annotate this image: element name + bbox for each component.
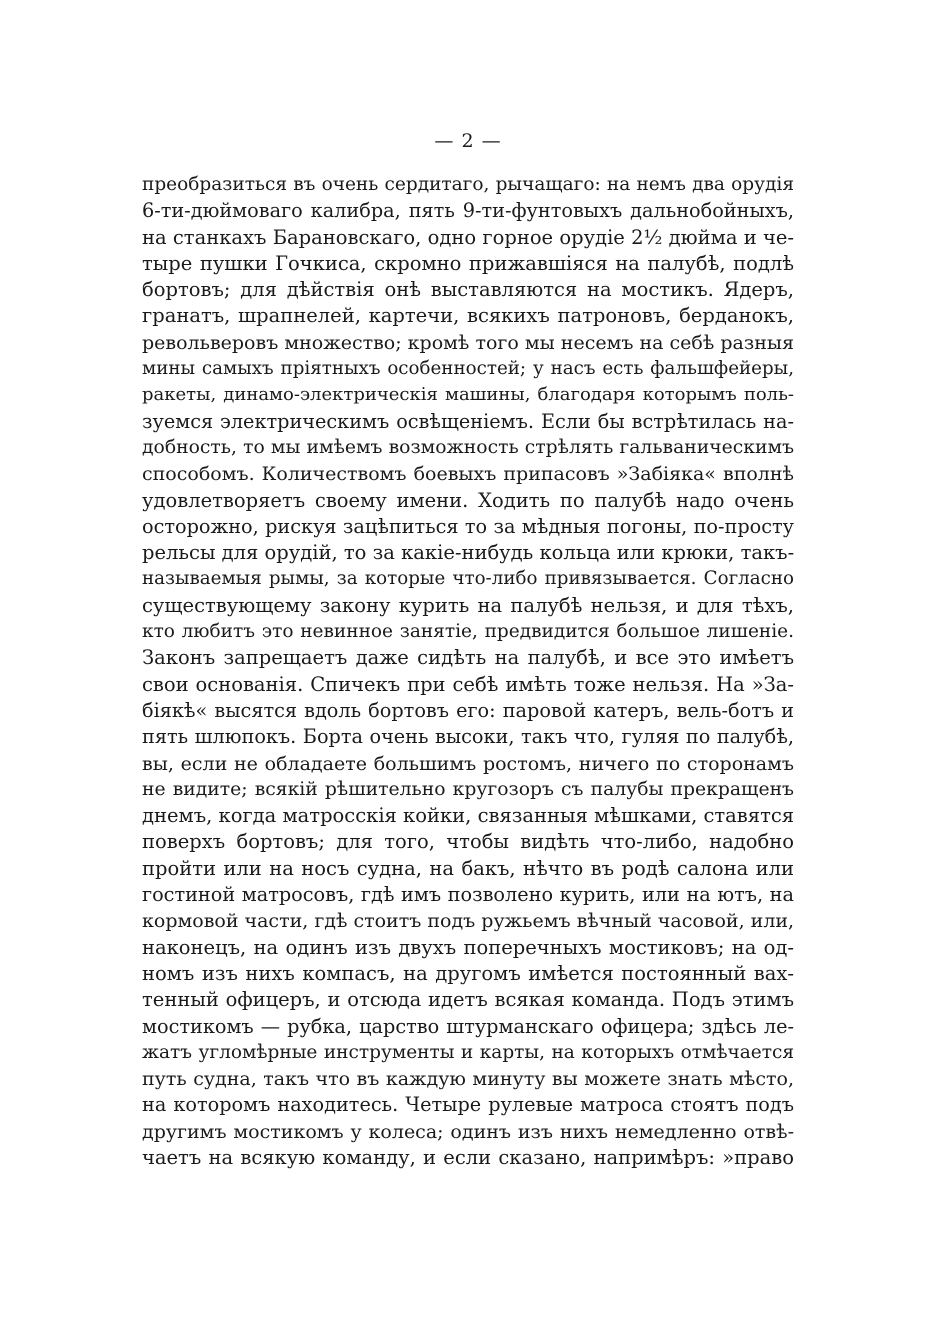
text-line: револьверовъ множество; кромѣ того мы несемъ на себѣ разныя — [142, 331, 794, 354]
text-line: путь судна, такъ что въ каждую минуту вы можете знать мѣсто, — [142, 1068, 794, 1091]
page-number: — 2 — — [434, 130, 502, 152]
text-line: называемыя рымы, за которые что-либо привязывается. Согласно — [142, 568, 794, 590]
text-line: другимъ мостикомъ у колеса; одинъ изъ нихъ немедленно отвѣ- — [142, 1120, 794, 1143]
text-line: ракеты, динамо-электрическія машины, благодаря которымъ поль- — [142, 384, 794, 406]
text-line: свои основанія. Спичекъ при себѣ имѣть тоже нельзя. На »За- — [142, 672, 794, 696]
text-line: пять шлюпокъ. Борта очень высоки, такъ что, гуляя по палубѣ, — [142, 725, 794, 749]
text-line: біякѣ« высятся вдоль бортовъ его: паровой катеръ, вель-ботъ и — [142, 698, 794, 722]
text-line: рельсы для орудій, то за какіе-нибудь кольца или крюки, такъ- — [142, 541, 795, 565]
text-line: 6-ти-дюймоваго калибра, пять 9-ти-фунтовыхъ дальнобойныхъ, — [142, 199, 794, 223]
text-line: Законъ запрещаетъ даже сидѣть на палубѣ, и все это имѣетъ — [142, 646, 794, 670]
text-line: преобразиться въ очень сердитаго, рычащаго: на немъ два орудія — [142, 174, 794, 195]
text-line: зуемся электрическимъ освѣщеніемъ. Если бы встрѣтилась на- — [142, 409, 794, 433]
text-line: поверхъ бортовъ; для того, чтобы видѣть что-либо, надобно — [142, 830, 794, 854]
text-line: тыре пушки Гочкиса, скромно прижавшіяся на палубѣ, подлѣ — [142, 251, 794, 275]
text-line: вы, если не обладаете большимъ ростомъ, ничего по сторонамъ — [142, 752, 794, 775]
text-line: на которомъ находитесь. Четыре рулевые матроса стоятъ подъ — [142, 1093, 794, 1117]
text-line: осторожно, рискуя зацѣпиться то за мѣдныя погоны, по-просту — [142, 514, 794, 538]
text-line: гранатъ, шрапнелей, картечи, всякихъ патроновъ, берданокъ, — [142, 304, 794, 328]
text-line: наконецъ, на одинъ изъ двухъ поперечныхъ мостиковъ; на од- — [142, 935, 794, 959]
body-text — [142, 172, 794, 1171]
text-line: не видите; всякій рѣшительно кругозоръ съ палубы прекращенъ — [142, 778, 794, 800]
text-line: номъ изъ нихъ компасъ, на другомъ имѣется постоянный вах- — [142, 961, 794, 985]
text-line: способомъ. Количествомъ боевыхъ припасовъ »Забіяка« вполнѣ — [142, 463, 794, 486]
text-line: на станкахъ Барановскаго, одно горное орудіе 2½ дюйма и че- — [142, 225, 794, 249]
text-line: пройти или на носъ судна, на бакъ, нѣчто въ родѣ салона или — [142, 856, 794, 880]
text-line: кормовой части, гдѣ стоитъ подъ ружьемъ вѣчный часовой, или, — [142, 910, 795, 933]
text-line: мостикомъ — рубка, царство штурманскаго офицера; здѣсь ле- — [142, 1014, 794, 1038]
text-line: кто любитъ это невинное занятіе, предвидится большое лишеніе. — [142, 621, 794, 643]
text-line: чаетъ на всякую команду, и если сказано, напримѣръ: »право — [142, 1145, 794, 1169]
text-line: жатъ угломѣрные инструменты и карты, на которыхъ отмѣчается — [142, 1041, 794, 1063]
text-line: удовлетворяетъ своему имени. Ходить по палубѣ надо очень — [142, 488, 794, 512]
text-line: тенный офицеръ, и отсюда идетъ всякая команда. Подъ этимъ — [142, 988, 794, 1012]
text-line: гостиной матросовъ, гдѣ имъ позволено курить, или на ютъ, на — [142, 883, 794, 907]
text-line: существующему закону курить на палубѣ нельзя, и для тѣхъ, — [142, 593, 794, 617]
text-line: бортовъ; для дѣйствія онѣ выставляются на мостикъ. Ядеръ, — [142, 278, 794, 302]
text-line: днемъ, когда матросскія койки, связанныя мѣшками, ставятся — [142, 804, 795, 828]
text-line: мины самыхъ пріятныхъ особенностей; у насъ есть фальшфейеры, — [142, 358, 794, 380]
text-line: добность, то мы имѣемъ возможность стрѣлять гальваническимъ — [142, 436, 794, 458]
